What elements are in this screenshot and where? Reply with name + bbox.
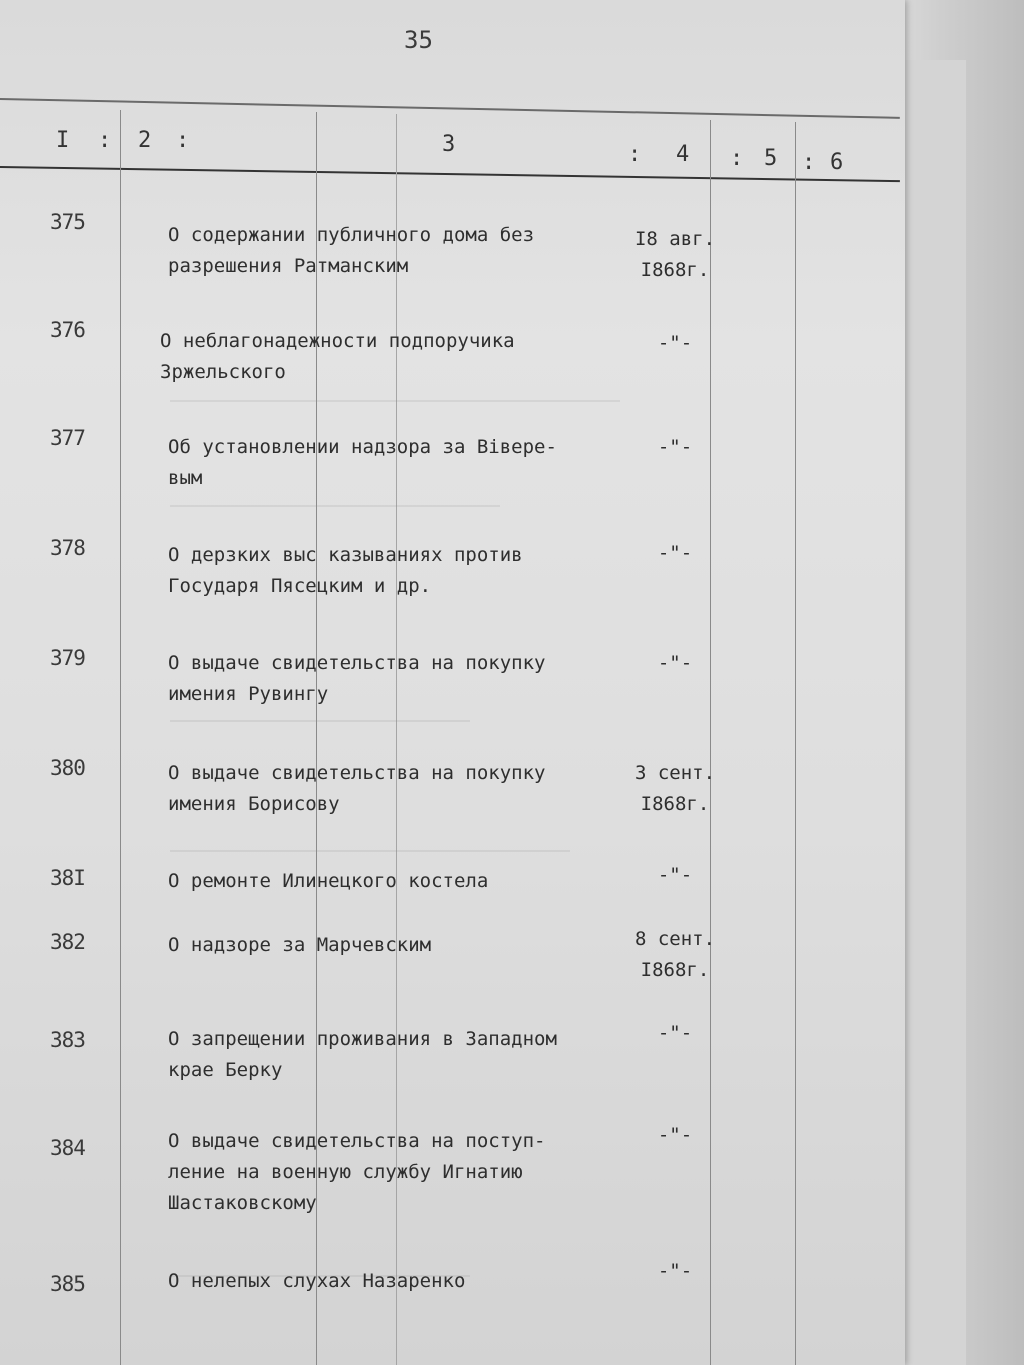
case-title: О содержании публичного дома без разрешения Ратманским [168,224,535,277]
case-date: -"- [657,1022,693,1044]
underlying-page-edge [895,60,966,1365]
case-date: 8 сент. I868г. [634,928,716,981]
show-through-text [170,830,570,852]
column-header-1: I [56,128,70,153]
case-date: -"- [657,332,693,354]
case-number: 383 [50,1028,85,1052]
case-date: -"- [657,436,693,458]
case-number: 380 [50,756,85,780]
column-header-2: 2 [138,128,152,153]
case-number: 382 [50,930,85,954]
case-date: -"- [657,864,693,886]
column-rule [120,110,121,1365]
column-header-separator: : [176,128,190,153]
case-number: 38I [50,866,85,890]
case-title: Об установлении надзора за Вiвере- вым [168,436,557,489]
case-date: -"- [657,1260,693,1282]
column-header-3: 3 [442,132,456,157]
column-rule [795,122,796,1365]
column-header-separator: : [802,150,816,175]
case-title: О надзоре за Марчевским [168,934,432,956]
column-header-separator: : [730,146,744,171]
case-title: О дерзких выс казываниях против Государя Пясецким и др. [168,544,523,597]
case-number: 375 [50,210,85,234]
column-rule [710,120,711,1365]
case-title: О неблагонадежности подпоручика Зржельского [160,330,515,383]
case-title: О ремонте Илинецкого костела [168,870,489,892]
case-title: О выдаче свидетельства на поступ- ление на военную службу Игнатию Шастаковскому [168,1130,546,1214]
header-top-rule [0,98,900,119]
case-number: 376 [50,318,85,342]
case-title: О выдаче свидетельства на покупку имения Рувингу [168,652,546,705]
column-header-5: 5 [764,146,778,171]
column-header-separator: : [628,142,642,167]
case-title: О нелепых слухах Назаренко [168,1270,466,1292]
case-date: -"- [657,542,693,564]
case-number: 384 [50,1136,85,1160]
case-number: 385 [50,1272,85,1296]
case-number: 377 [50,426,85,450]
case-date: -"- [657,1124,693,1146]
case-date: -"- [657,652,693,674]
column-header-separator: : [98,128,112,153]
case-number: 379 [50,646,85,670]
case-date: 3 сент. I868г. [634,762,716,815]
case-number: 378 [50,536,85,560]
case-title: О выдаче свидетельства на покупку имения Борисову [168,762,546,815]
column-header-4: 4 [676,142,690,167]
column-header-6: 6 [830,150,844,175]
case-title: О запрещении проживания в Западном крае Берку [168,1028,557,1081]
case-date: I8 авг. I868г. [634,228,716,281]
page-number: 35 [404,26,433,54]
